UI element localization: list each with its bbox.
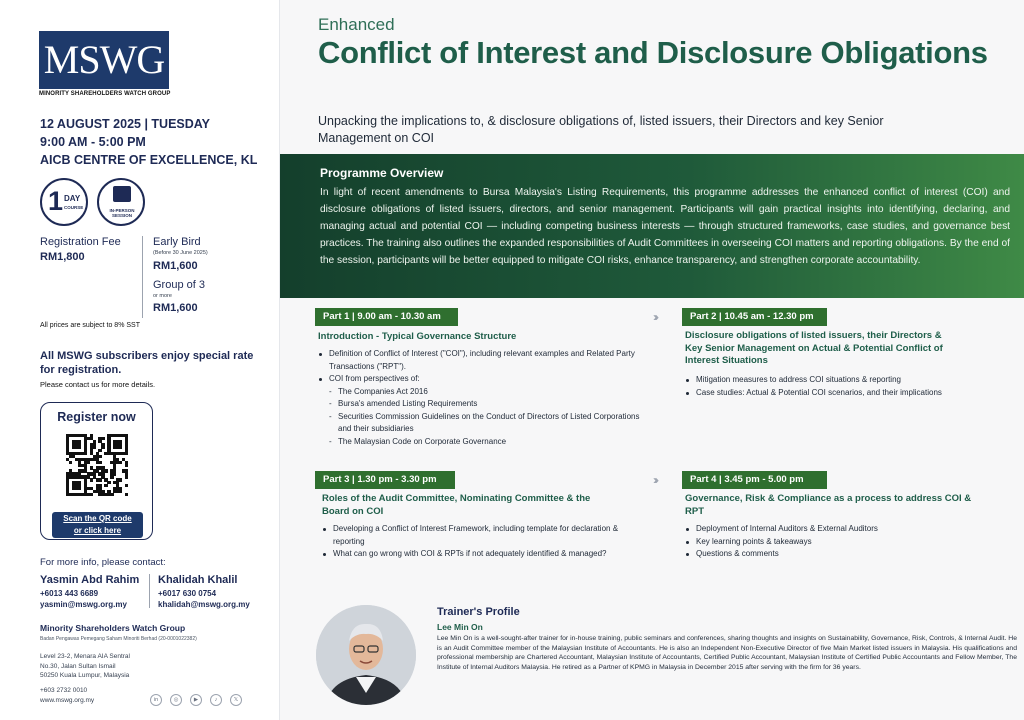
one-day-course-badge xyxy=(40,178,88,226)
linkedin-icon[interactable]: in xyxy=(150,694,162,706)
part-4-title: Governance, Risk & Compliance as a process to address COI & RPT xyxy=(685,493,972,517)
part-1-tag: Part 1 | 9.00 am - 10.30 am xyxy=(315,308,458,326)
list-item: Deployment of Internal Auditors & External Auditors xyxy=(685,523,985,536)
part-3-tag: Part 3 | 1.30 pm - 3.30 pm xyxy=(315,471,455,489)
list-item: Definition of Conflict of Interest ("COI"), including relevant examples and Related Party Transactions ("RPT"). xyxy=(318,348,648,373)
address-line: Level 23-2, Menara AIA Sentral xyxy=(40,653,130,660)
register-button-line1: Scan the QR code xyxy=(63,514,132,523)
list-subitem: - The Malaysian Code on Corporate Governance xyxy=(318,436,648,449)
overview-heading: Programme Overview xyxy=(320,166,444,180)
register-button[interactable] xyxy=(52,512,143,538)
early-bird-label: Early Bird xyxy=(153,236,201,248)
x-icon[interactable]: 𝕏 xyxy=(230,694,242,706)
chevron-right-icon: ››› xyxy=(653,473,656,487)
group-label: Group of 3 xyxy=(153,279,205,291)
left-sidebar xyxy=(0,0,280,720)
org-phone[interactable]: +603 2732 0010 xyxy=(40,687,88,694)
page-subtitle: Unpacking the implications to, & disclosure obligations of, listed issuers, their Directors and key Senior Management on COI xyxy=(318,114,884,145)
in-person-session-badge xyxy=(97,178,145,226)
list-subitem: - The Companies Act 2016 xyxy=(318,386,648,399)
mswg-logo: MSWG xyxy=(39,31,169,89)
list-item: Key learning points & takeaways xyxy=(685,536,985,549)
contact-note: Please contact us for more details. xyxy=(40,380,156,389)
list-item: Questions & comments xyxy=(685,548,985,561)
trainer-bio: Lee Min On is a well-sought-after trainer for in-house training, public seminars and conferences, sharing thoughts and insights on Sustainability, Governance, Risk, Controls, & Internal Audit. He is an Audit Committee member of the Malaysian Institute of Accountants. He is also an Independent Non-Executive Director of five Main Market listed issuers in Malaysia. His qualifications and professional membership are Chartered Accountant, Malaysian Institute of Accountants, Certified Public Accountant, Malaysian Institute of Certified Public Accountants and Fellow Member, The Institute of Internal Auditors Malaysia. He retired as a Partner of KPMG in Malaysia in December 2015 after serving with the firm for 36 years. xyxy=(437,635,1017,671)
youtube-icon[interactable]: ▶ xyxy=(190,694,202,706)
part-4-list xyxy=(685,523,985,561)
trainer-portrait xyxy=(316,605,416,705)
address-line: 50250 Kuala Lumpur, Malaysia xyxy=(40,672,130,679)
org-name: Minority Shareholders Watch Group xyxy=(40,623,186,633)
list-item: COI from perspectives of: xyxy=(318,373,648,386)
sst-note: All prices are subject to 8% SST xyxy=(40,322,140,329)
early-bird-value: RM1,600 xyxy=(153,260,198,272)
tiktok-icon[interactable]: ♪ xyxy=(210,694,222,706)
part-2-list xyxy=(685,374,955,399)
logo-subtitle: MINORITY SHAREHOLDERS WATCH GROUP xyxy=(39,91,171,97)
overview-text: In light of recent amendments to Bursa Malaysia's Listing Requirements, this programme addresses the enhanced conflict of interest (COI) and disclosure obligations of listed issuers, directors, and senior management. Participants will gain practical insights into identifying, declaring, and managing actual and potential COI — including competing business interests — through structured frameworks, case studies, and governance best practices. The training also outlines the expanded responsibilities of Audit Committees in overseeing COI matters and reporting obligations. By the end of the session, participants will be better equipped to mitigate COI risks, enhance transparency, and strengthen corporate accountability. xyxy=(320,187,1010,266)
contact-name-2: Khalidah Khalil xyxy=(158,574,238,586)
contact-email-1[interactable]: yasmin@mswg.org.my xyxy=(40,600,127,609)
registration-fee-value: RM1,800 xyxy=(40,251,85,263)
subscriber-headline: All MSWG subscribers enjoy special rate for registration. xyxy=(40,350,254,376)
org-address xyxy=(40,652,130,681)
trainer-photo xyxy=(316,605,416,705)
contact-email-2[interactable]: khalidah@mswg.org.my xyxy=(158,600,250,609)
part-3-list xyxy=(322,523,622,561)
programme-overview xyxy=(280,154,1024,298)
list-subitem: - Bursa's amended Listing Requirements xyxy=(318,398,648,411)
contact-name-1: Yasmin Abd Rahim xyxy=(40,574,140,586)
register-button-line2: or click here xyxy=(73,526,122,535)
list-item: Mitigation measures to address COI situations & reporting xyxy=(685,374,955,387)
list-subitem: - Securities Commission Guidelines on the Conduct of Directors of Listed Corporations and their subsidiaries xyxy=(318,411,648,436)
part-1-list xyxy=(318,348,648,448)
list-item: Developing a Conflict of Interest Framework, including template for declaration & reporting xyxy=(322,523,622,548)
part-2-title: Disclosure obligations of listed issuers, their Directors & Key Senior Management on Actual & Potential Conflict of Interest Situations xyxy=(685,330,943,366)
session-label: IN-PERSON SESSION xyxy=(109,208,135,218)
day-label: DAY xyxy=(64,194,81,203)
contact-phone-2[interactable]: +6017 630 0754 xyxy=(158,589,217,598)
org-website[interactable]: www.mswg.org.my xyxy=(40,697,95,704)
list-item: What can go wrong with COI & RPTs if not adequately identified & managed? xyxy=(322,548,622,561)
instagram-icon[interactable]: ◎ xyxy=(170,694,182,706)
title-kicker: Enhanced xyxy=(318,15,395,34)
address-line: No.30, Jalan Sultan Ismail xyxy=(40,662,116,670)
event-date: 12 AUGUST 2025 | TUESDAY xyxy=(40,117,210,131)
register-title: Register now xyxy=(57,410,136,424)
trainer-name: Lee Min On xyxy=(437,622,483,632)
register-box xyxy=(40,402,153,540)
chevron-right-icon: ››› xyxy=(653,310,656,324)
trainer-heading: Trainer's Profile xyxy=(437,606,520,618)
main-content xyxy=(280,0,1024,720)
org-malay-name: Badan Pengawas Pemegang Saham Minoriti Berhad (20-0001022382) xyxy=(40,636,197,642)
list-item: Case studies: Actual & Potential COI scenarios, and their implications xyxy=(685,387,955,400)
part-3-title: Roles of the Audit Committee, Nominating Committee & the Board on COI xyxy=(322,493,591,517)
part-1-title: Introduction - Typical Governance Structure xyxy=(318,331,517,342)
contact-phone-1[interactable]: +6013 443 6689 xyxy=(40,589,99,598)
page-title: Conflict of Interest and Disclosure Obligations xyxy=(318,35,988,70)
group-note: or more xyxy=(153,293,172,299)
early-bird-note: (Before 30 June 2025) xyxy=(153,250,208,256)
event-venue: AICB CENTRE OF EXCELLENCE, KL xyxy=(40,153,258,167)
contact-divider xyxy=(149,574,150,608)
event-time: 9:00 AM - 5:00 PM xyxy=(40,135,146,149)
course-label: COURSE xyxy=(64,205,84,210)
presenter-icon xyxy=(113,186,131,202)
fee-divider xyxy=(142,236,143,318)
registration-fee-label: Registration Fee xyxy=(40,236,121,248)
day-count: 1 xyxy=(48,186,64,216)
contact-heading: For more info, please contact: xyxy=(40,557,166,568)
group-value: RM1,600 xyxy=(153,302,198,314)
part-4-tag: Part 4 | 3.45 pm - 5.00 pm xyxy=(682,471,827,489)
part-2-tag: Part 2 | 10.45 am - 12.30 pm xyxy=(682,308,827,326)
registration-qr-code[interactable] xyxy=(66,434,128,496)
